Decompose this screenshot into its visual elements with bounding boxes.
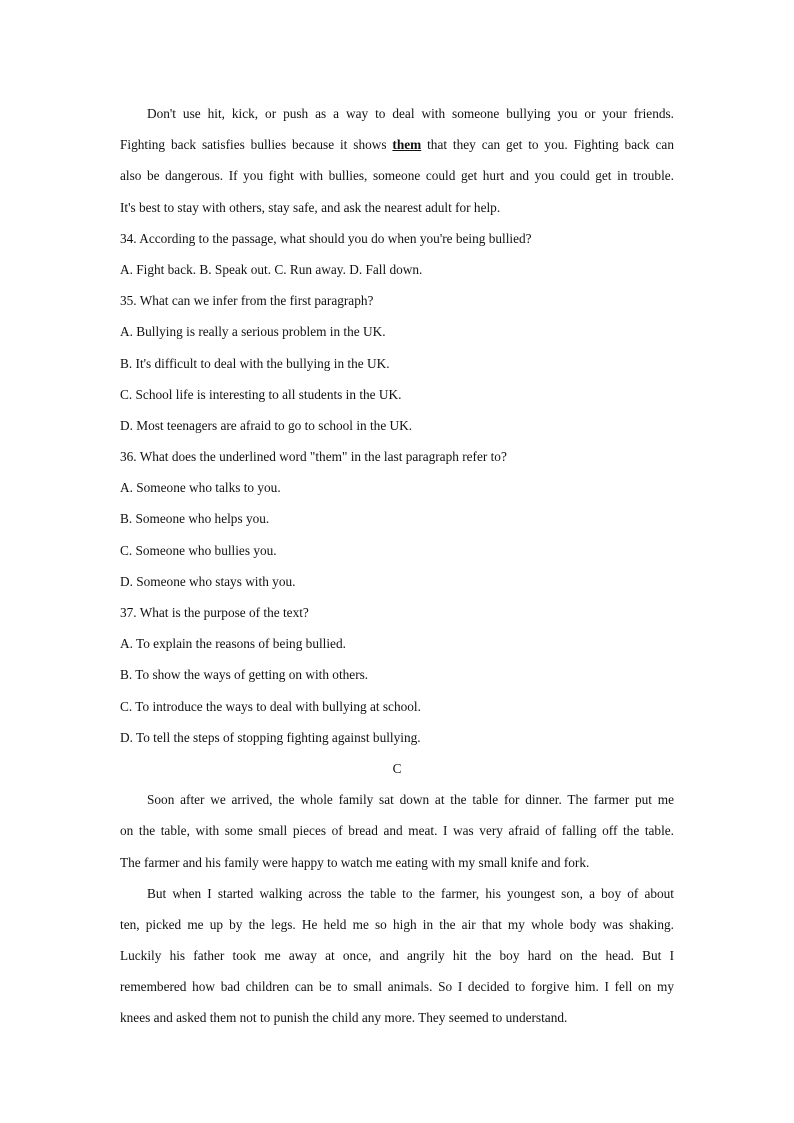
section-heading: C [392,760,402,776]
option-c: C. Someone who bullies you. [120,542,277,558]
text-line: knees and asked them not to punish the child any more. They seemed to understand. [120,1010,568,1026]
underlined-word-them: them [392,137,422,153]
question-stem: 37. What is the purpose of the text? [120,605,309,620]
question-stem: 36. What does the underlined word "them" in the last paragraph refer to? [120,449,507,465]
question-stem: 34. According to the passage, what should you do when you're being bullied? [120,230,532,246]
text-line: It's best to stay with others, stay safe, and ask the nearest adult for help. [120,199,501,215]
option-c: C. School life is interesting to all students in the UK. [120,386,402,402]
text-line: Don't use hit, kick, or push as a way to deal with someone bullying you or your friends. [147,106,674,121]
exam-page [120,98,674,1034]
text-segment: Fighting back satisfies bullies because it shows [120,137,387,153]
text-line: remembered how bad children can be to small animals. So I decided to forgive him. I fell on my [120,979,674,995]
option-a: A. Someone who talks to you. [120,480,281,496]
option-b: B. To show the ways of getting on with others. [120,667,369,683]
passage-c-paragraph-2 [120,878,674,1034]
bullying-paragraph [120,98,674,223]
text-segment: that they can get to you. Fighting back can [427,137,674,153]
option-c: C. To introduce the ways to deal with bullying at school. [120,698,421,714]
text-line: on the table, with some small pieces of bread and meat. I was very afraid of falling off the table. [120,823,674,839]
option-d: D. To tell the steps of stopping fighting against bullying. [120,729,421,745]
text-line: Soon after we arrived, the whole family sat down at the table for dinner. The farmer put me [147,792,674,808]
question-options: A. Fight back. B. Speak out. C. Run away. D. Fall down. [120,261,423,277]
option-a: A. Bullying is really a serious problem in the UK. [120,324,386,340]
text-line: Luckily his father took me away at once, and angrily hit the boy hard on the head. But I [120,948,674,964]
text-line [120,129,674,160]
option-d: D. Someone who stays with you. [120,573,296,589]
question-37 [120,597,674,753]
question-stem: 35. What can we infer from the first paragraph? [120,293,374,309]
option-d: D. Most teenagers are afraid to go to school in the UK. [120,417,413,433]
question-35 [120,285,674,441]
option-a: A. To explain the reasons of being bullied. [120,636,346,652]
text-line: The farmer and his family were happy to watch me eating with my small knife and fork. [120,854,590,870]
text-line: But when I started walking across the table to the farmer, his youngest son, a boy of about [147,885,674,901]
option-b: B. Someone who helps you. [120,511,270,527]
text-line: ten, picked me up by the legs. He held me so high in the air that my whole body was shaking. [120,916,674,932]
option-b: B. It's difficult to deal with the bullying in the UK. [120,355,390,371]
question-34 [120,223,674,285]
text-line: also be dangerous. If you fight with bullies, someone could get hurt and you could get in trouble. [120,168,674,184]
question-36 [120,441,674,597]
passage-c-paragraph-1 [120,784,674,878]
